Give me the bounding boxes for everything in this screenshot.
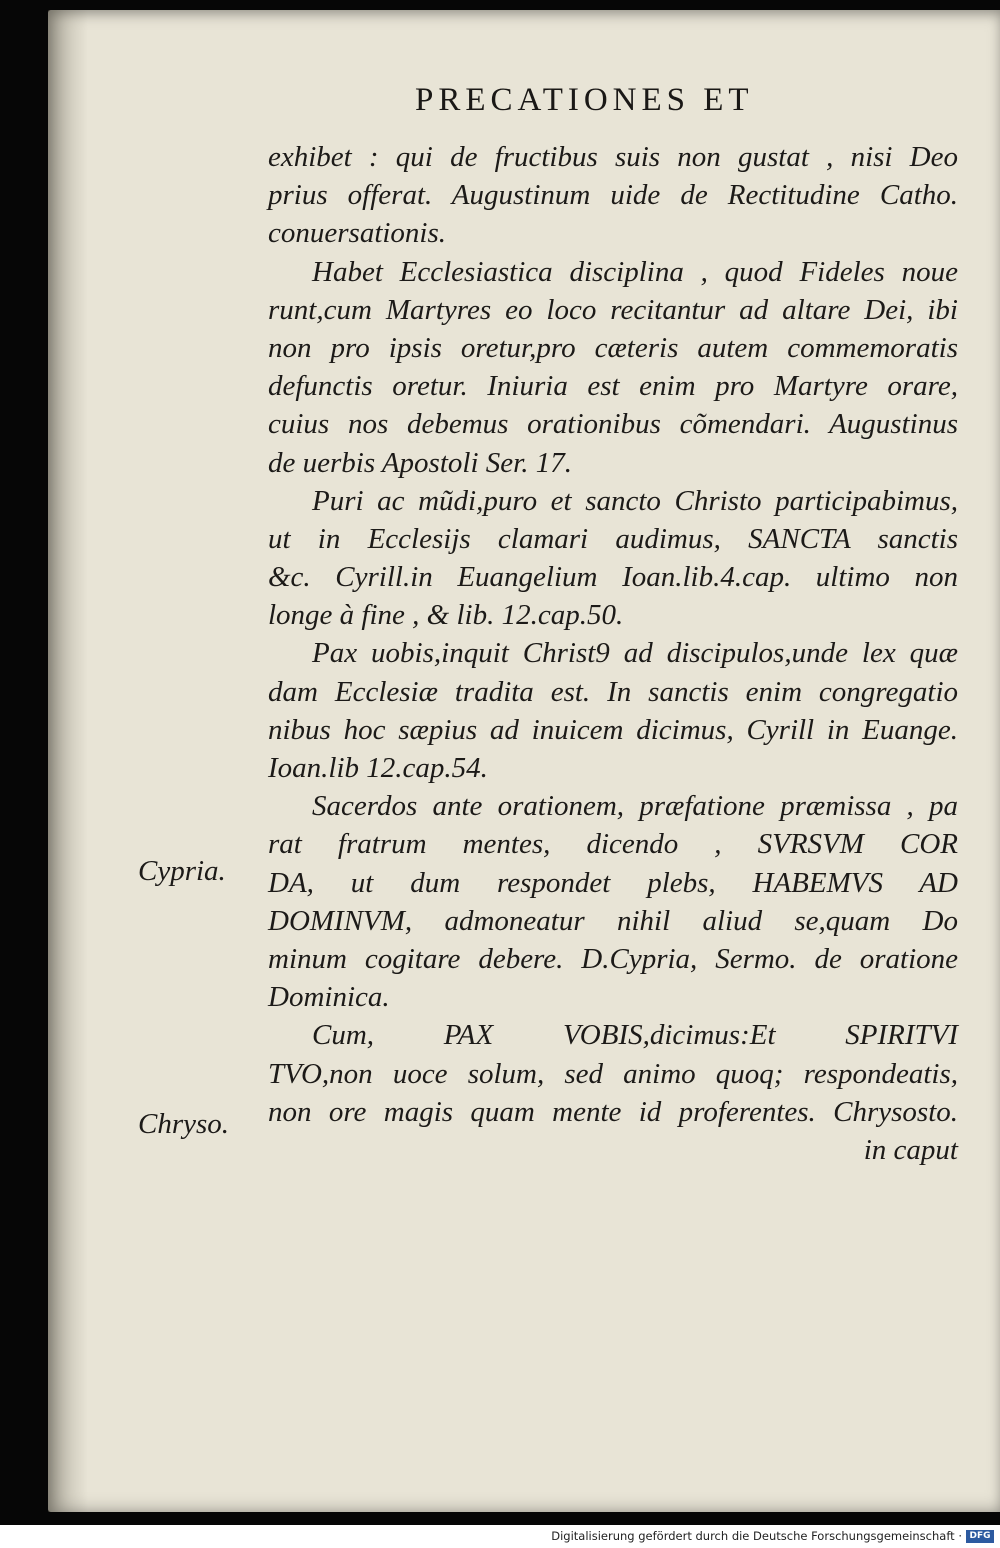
text-line: Habet Ecclesiastica disciplina , quod Fideles noue	[312, 255, 958, 288]
footer-credit: Digitalisierung gefördert durch die Deutsche Forschungsgemeinschaft ·	[551, 1529, 962, 1543]
text-line: runt,cum Martyres eo loco recitantur ad altare Dei, ibi	[268, 293, 958, 326]
text-line: DOMINVM, admoneatur nihil aliud se,quam Do	[268, 904, 958, 937]
text-line: longe à fine , & lib. 12.cap.50.	[268, 599, 624, 632]
text-line: ut in Ecclesijs clamari audimus, SANCTA sanctis	[268, 522, 958, 555]
text-line: cuius nos debemus orationibus cõmendari. Augustinus	[268, 408, 958, 441]
text-line: &c. Cyrill.in Euangelium Ioan.lib.4.cap. ultimo non	[268, 561, 958, 594]
text-line: nibus hoc sæpius ad inuicem dicimus, Cyrill in Euange.	[268, 713, 958, 746]
text-line: prius offerat. Augustinum uide de Rectitudine Catho.	[268, 179, 958, 212]
text-line: non pro ipsis oretur,pro cæteris autem commemoratis	[268, 331, 958, 364]
text-line: Cum, PAX VOBIS,dicimus:Et SPIRITVI	[312, 1019, 958, 1052]
text-line: rat fratrum mentes, dicendo , SVRSVM COR	[268, 828, 958, 861]
margin-note-chryso: Chryso.	[138, 1108, 230, 1140]
running-head: PRECATIONES ET	[415, 82, 754, 118]
text-line: non ore magis quam mente id proferentes. Chrysosto.	[268, 1095, 958, 1128]
text-line: Ioan.lib 12.cap.54.	[268, 752, 488, 784]
text-line: Dominica.	[268, 981, 390, 1014]
catchword: in caput	[863, 1133, 958, 1166]
text-line: dam Ecclesiæ tradita est. In sanctis enim congregatio	[268, 675, 958, 708]
text-line: TVO,non uoce solum, sed animo quoq; respondeatis,	[268, 1057, 958, 1090]
text-line: de uerbis Apostoli Ser. 17.	[268, 446, 572, 479]
text-line: exhibet : qui de fructibus suis non gustat , nisi Deo	[268, 141, 958, 173]
text-line: Sacerdos ante orationem, præfatione præmissa , pa	[312, 790, 958, 823]
text-line: minum cogitare debere. D.Cypria, Sermo. de oratione	[268, 942, 958, 975]
footer-bar	[0, 1525, 1000, 1548]
text-line: conuersationis.	[268, 217, 447, 250]
text-line: defunctis oretur. Iniuria est enim pro Martyre orare,	[268, 370, 958, 403]
page-gutter-shadow	[48, 10, 88, 1512]
text-block	[268, 138, 958, 1169]
text-line: Puri ac mũdi,puro et sancto Christo participabimus,	[312, 484, 958, 517]
dfg-logo-icon: DFG	[966, 1530, 994, 1543]
text-line: DA, ut dum respondet plebs, HABEMVS AD	[268, 866, 958, 899]
margin-note-cypria: Cypria.	[138, 855, 226, 887]
text-line: Pax uobis,inquit Christ9 ad discipulos,unde lex quæ	[312, 637, 958, 670]
